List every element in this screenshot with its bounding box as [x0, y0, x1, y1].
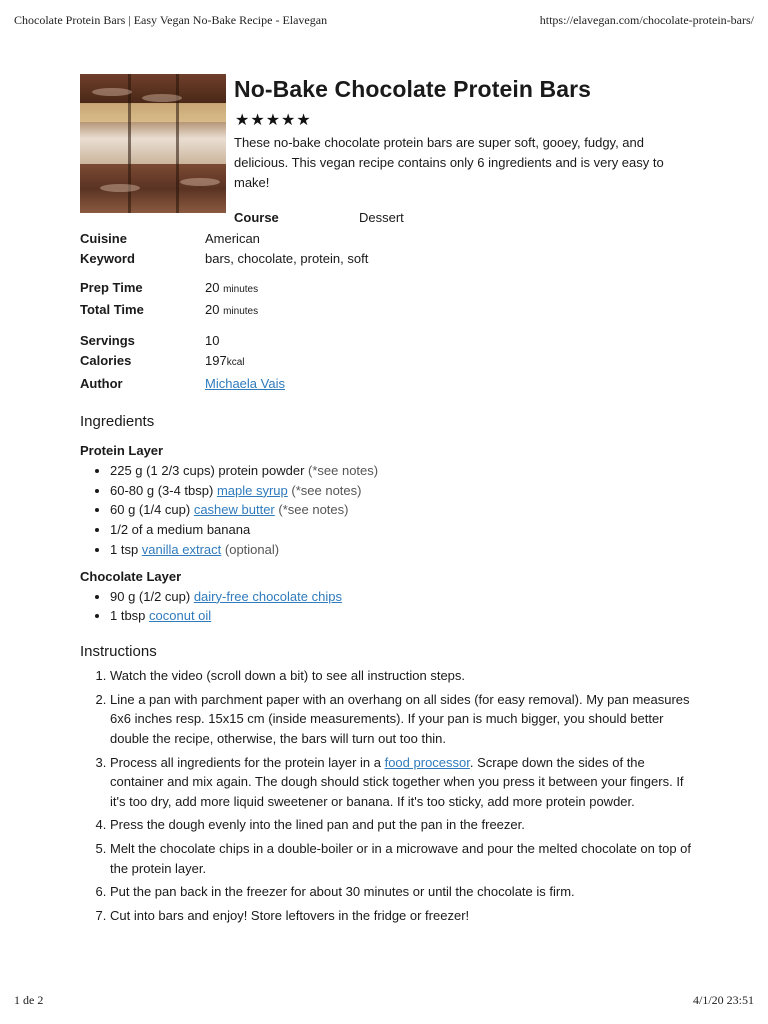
- print-page-number: 1 de 2: [14, 993, 44, 1007]
- print-header: [14, 13, 754, 28]
- ingredient-groups: [80, 443, 690, 626]
- meta-value: American: [205, 230, 260, 246]
- recipe-summary: These no-bake chocolate protein bars are super soft, gooey, fudgy, and delicious. This vegan recipe contains only 6 ingredients and is very easy to make!: [234, 135, 664, 190]
- ingredient-note: (*see notes): [308, 463, 379, 478]
- meta-label: Author: [80, 375, 123, 391]
- meta-value: 20 minutes: [205, 302, 259, 317]
- meta-value: Dessert: [359, 210, 404, 225]
- meta-label: Course: [234, 210, 279, 225]
- instructions-heading: Instructions: [80, 642, 157, 660]
- step-text: . Scrape down the sides of the container and mix again. The dough should stick together when you press it between your fingers. If it's too dry, add more liquid sweetener or banana. If it's too sticky, add more protein powder.: [110, 754, 684, 809]
- meta-value: 20 minutes: [205, 279, 259, 295]
- meta-label: Servings: [80, 332, 135, 348]
- ingredient-item: [110, 606, 690, 626]
- ingredient-item: [110, 461, 690, 481]
- ingredient-link[interactable]: vanilla extract: [141, 541, 222, 557]
- ingredient-note: (*see notes): [287, 482, 362, 498]
- ingredient-text: 1 tbsp: [110, 608, 150, 624]
- ingredient-item: [110, 481, 690, 501]
- meta-label: Prep Time: [80, 279, 143, 295]
- print-footer: [14, 993, 754, 1008]
- recipe-meta: [80, 208, 690, 394]
- recipe-title: No-Bake Chocolate Protein Bars: [234, 76, 592, 102]
- author-link[interactable]: Michaela Vais: [205, 375, 285, 391]
- ingredient-text: 60-80 g (3-4 tbsp): [110, 482, 217, 498]
- meta-value: bars, chocolate, protein, soft: [205, 251, 369, 266]
- ingredient-link[interactable]: maple syrup: [216, 482, 288, 498]
- step-text: Cut into bars and enjoy! Store leftovers in the fridge or freezer!: [110, 908, 470, 924]
- step-text: Press the dough evenly into the lined pan and put the pan in the freezer.: [110, 817, 525, 833]
- instruction-step: [110, 906, 700, 926]
- meta-author: [80, 374, 690, 395]
- instruction-step: [110, 839, 700, 878]
- print-datetime: 4/1/20 23:51: [692, 993, 754, 1007]
- meta-keyword: [80, 249, 690, 270]
- meta-calories: [80, 351, 690, 374]
- ingredient-text: 60 g (1/4 cup): [110, 502, 194, 518]
- meta-label: Calories: [80, 353, 132, 368]
- ingredient-item: [110, 540, 690, 560]
- meta-label: Total Time: [80, 302, 144, 317]
- ingredient-list: [80, 461, 690, 560]
- step-text: Line a pan with parchment paper with an overhang on all sides (for easy removal). My pan measures 6x6 inches resp. 15x15 cm (inside measurements). If your pan is much bigger, you should better double the recipe, otherwise, the bars will turn out too thin.: [110, 691, 690, 746]
- meta-value: 197kcal: [205, 353, 245, 368]
- recipe-hero: [80, 72, 690, 214]
- step-text: Melt the chocolate chips in a double-boiler or in a microwave and pour the melted chocolate on top of the protein layer.: [110, 841, 692, 876]
- meta-label: Keyword: [80, 251, 135, 266]
- ingredient-text: 1/2 of a medium banana: [110, 522, 251, 538]
- ingredient-link[interactable]: cashew butter: [193, 502, 275, 518]
- instruction-steps: [80, 666, 700, 926]
- ingredient-text: 225 g (1 2/3 cups) protein powder: [110, 463, 309, 478]
- meta-prep-time: [80, 278, 690, 301]
- ingredient-text: 90 g (1/2 cup): [110, 588, 194, 604]
- ingredient-text: 1 tsp: [110, 541, 142, 557]
- ingredient-group-title: Chocolate Layer: [80, 568, 182, 584]
- ingredient-item: [110, 500, 690, 520]
- recipe-card: [80, 72, 690, 930]
- print-page-url: https://elavegan.com/chocolate-protein-bars/: [539, 13, 754, 27]
- recipe-photo: [80, 74, 226, 213]
- print-page-title: Chocolate Protein Bars | Easy Vegan No-Bake Recipe - Elavegan: [14, 13, 328, 27]
- ingredient-item: [110, 587, 690, 607]
- step-text: Put the pan back in the freezer for about 30 minutes or until the chocolate is firm.: [110, 884, 575, 900]
- meta-cuisine: [80, 229, 690, 250]
- ingredient-list: [80, 587, 690, 626]
- meta-label: Cuisine: [80, 230, 127, 246]
- instruction-step: [110, 815, 700, 835]
- step-text: Process all ingredients for the protein layer in a: [110, 754, 385, 770]
- ingredient-link[interactable]: coconut oil: [149, 608, 212, 624]
- instruction-step: [110, 753, 700, 812]
- ingredient-item: [110, 520, 690, 540]
- instruction-step: [110, 666, 700, 686]
- instruction-step: [110, 690, 700, 749]
- meta-value: 10: [205, 332, 220, 348]
- ingredient-group-title: Protein Layer: [80, 443, 164, 458]
- step-link[interactable]: food processor: [384, 754, 470, 770]
- rating-stars-icon[interactable]: ★★★★★: [235, 112, 312, 129]
- ingredient-note: (*see notes): [274, 502, 349, 518]
- ingredient-link[interactable]: dairy-free chocolate chips: [193, 588, 342, 604]
- instruction-step: [110, 882, 700, 902]
- ingredients-heading: Ingredients: [80, 413, 155, 430]
- ingredient-note: (optional): [221, 541, 280, 557]
- meta-servings: [80, 331, 690, 352]
- meta-total-time: [80, 300, 690, 323]
- step-text: Watch the video (scroll down a bit) to see all instruction steps.: [110, 667, 466, 683]
